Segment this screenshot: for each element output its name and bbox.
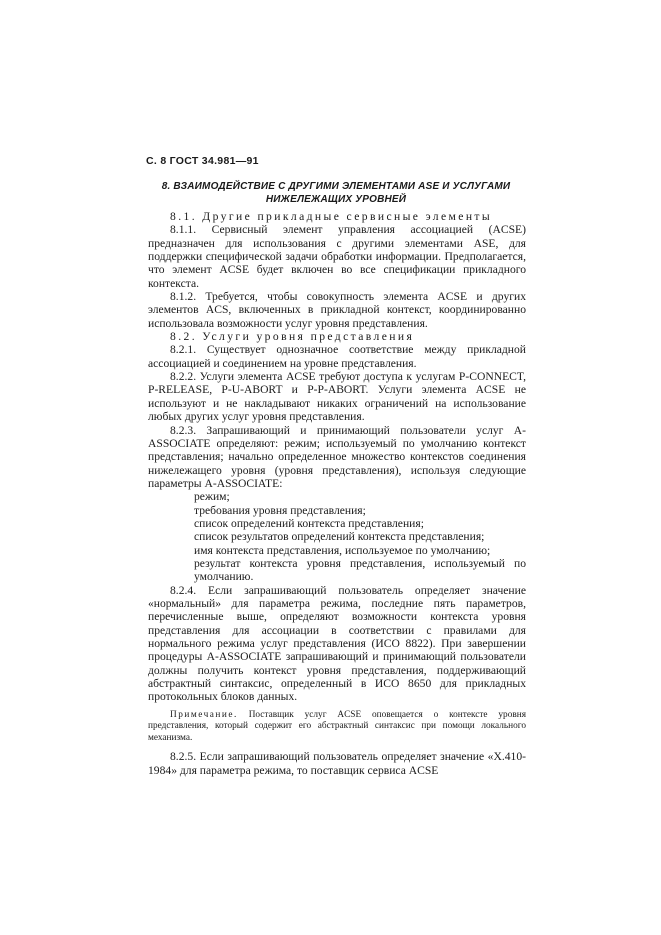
document-body <box>148 210 526 777</box>
section-heading <box>140 180 532 206</box>
paragraph-8-1-1: 8.1.1. Сервисный элемент управления ассоциацией (ACSE) предназначен для использования с другими элементами ASE, для поддержки специфической задачи обработки информации. Предполагается, что элемент ACSE будет включен во все спецификации прикладного контекста. <box>148 223 526 290</box>
list-item: список определений контекста представления; <box>194 516 424 530</box>
note <box>148 710 526 745</box>
list-item: требования уровня представления; <box>194 503 366 517</box>
paragraph-8-2-5: 8.2.5. Если запрашивающий пользователь определяет значение «X.410-1984» для параметра режима, то поставщик сервиса ACSE <box>148 750 526 777</box>
subsection-8-2-heading: 8.2. Услуги уровня представления <box>170 330 415 344</box>
list-item: имя контекста представления, используемое по умолчанию; <box>194 543 491 557</box>
note-text: Поставщик услуг ACSE оповещается о контексте уровня представления, который содержит его абстрактный синтаксис при помощи локального механизма. <box>148 709 526 743</box>
list-item: результат контекста уровня представления, используемый по умолчанию. <box>194 556 526 584</box>
heading-line-2: НИЖЕЛЕЖАЩИХ УРОВНЕЙ <box>265 194 407 205</box>
list-item: режим; <box>194 490 230 504</box>
heading-line-1: 8. ВЗАИМОДЕЙСТВИЕ С ДРУГИМИ ЭЛЕМЕНТАМИ ASE И УСЛУГАМИ <box>161 181 511 192</box>
list-item: список результатов определений контекста представления; <box>194 530 485 544</box>
subsection-8-1-heading: 8.1. Другие прикладные сервисные элементы <box>170 210 493 223</box>
page-header: С. 8 ГОСТ 34.981—91 <box>146 155 259 167</box>
note-label: Примечание. <box>170 709 238 720</box>
paragraph-8-1-2: 8.1.2. Требуется, чтобы совокупность элемента ACSE и других элементов ACS, включенных в прикладной контекст, координированно использовала возможности услуг уровня представления. <box>148 290 526 330</box>
paragraph-8-2-2: 8.2.2. Услуги элемента ACSE требуют доступа к услугам P-CONNECT, P-RELEASE, P-U-ABORT и P-P-ABORT. Услуги элемента ACSE не используют и не накладывают никаких ограничений на использование любых других услуг уровня представления. <box>148 370 526 424</box>
paragraph-8-2-4: 8.2.4. Если запрашивающий пользователь определяет значение «нормальный» для параметра режима, последние пять параметров, перечисленные выше, определяют возможности контекста уровня представления для ассоциации в соответствии с правилами для нормального режима услуг представления (ИСО 8822). При завершении процедуры A-ASSOCIATE запрашивающий и принимающий пользователи должны получить контекст уровня представления, поддерживающий абстрактный синтаксис, определенный в ИСО 8650 для прикладных протокольных блоков данных. <box>148 583 526 704</box>
paragraph-8-2-1: 8.2.1. Существует однозначное соответствие между прикладной ассоциацией и соединением на уровне представления. <box>148 343 526 370</box>
paragraph-8-2-3: 8.2.3. Запрашивающий и принимающий пользователи услуг A-ASSOCIATE определяют: режим; используемый по умолчанию контекст представления; начально определенное множество контекстов соединения нижележащего уровня (уровня представления), используя следующие параметры A-ASSOCIATE: <box>148 423 526 490</box>
